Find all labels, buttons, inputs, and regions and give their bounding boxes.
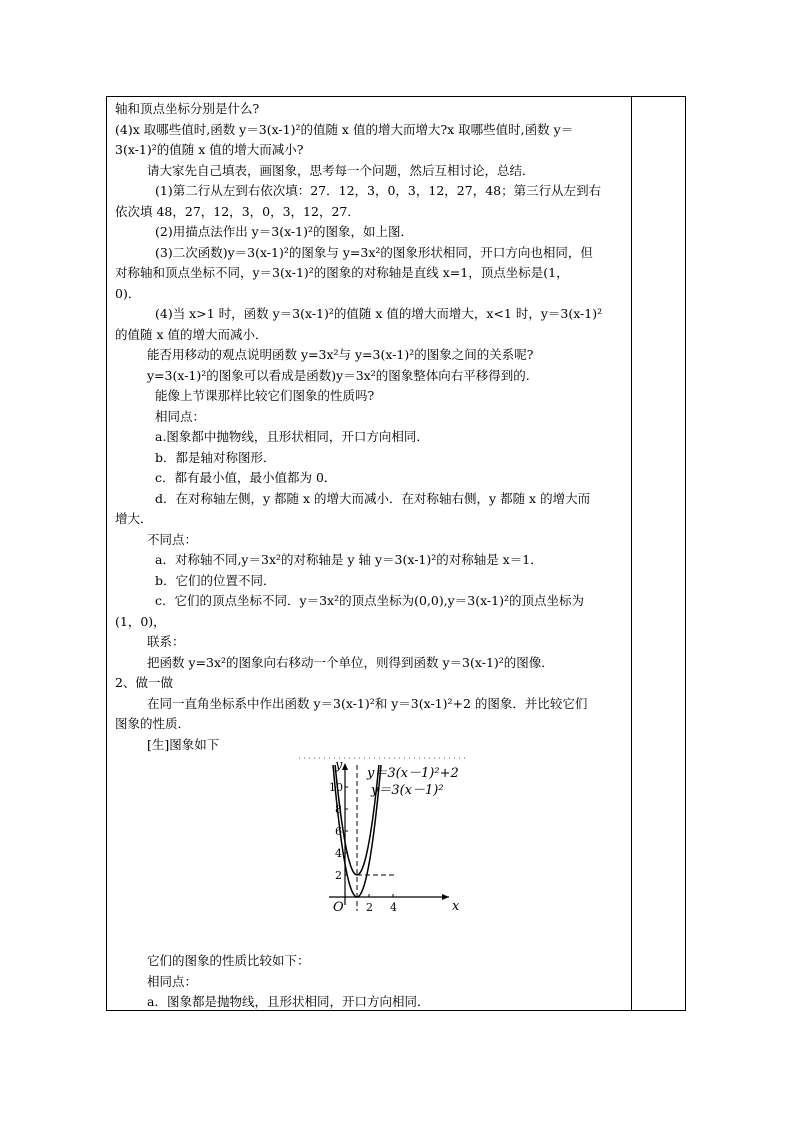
text-line: d．在对称轴左侧，y 都随 x 的增大而减小．在对称轴右侧，y 都随 x 的增大而	[155, 490, 591, 506]
text-line: 请大家先自己填表，画图象，思考每一个问题，然后互相讨论，总结．	[147, 162, 535, 178]
text-line: 对称轴和顶点坐标不同，y＝3(x-1)²的图象的对称轴是直线 x=1，顶点坐标是(1，	[115, 265, 569, 280]
text-line: 依次填 48，27，12，3，0，3，12，27．	[115, 203, 360, 219]
x-tick-label: 2	[366, 901, 373, 914]
curve-upper-label: y＝3(x－1)²+2	[367, 766, 459, 781]
y-tick-label: 8	[335, 803, 342, 816]
text-line: a．图象都是抛物线，且形状相同，开口方向相同．	[147, 994, 430, 1009]
y-tick-label: 2	[335, 869, 342, 882]
y-axis-label: y	[335, 758, 343, 773]
lesson-table	[106, 96, 686, 1011]
text-line: 它们的图象的性质比较如下：	[147, 953, 310, 968]
text-line: (2)用描点法作出 y＝3(x-1)²的图象，如上图．	[155, 224, 413, 239]
text-line: 的值随 x 值的增大而减小．	[115, 326, 268, 342]
x-axis-label: x	[452, 899, 460, 914]
x-axis-arrow	[442, 894, 449, 900]
text-line: (1)第二行从左到右依次填：27．12，3，0，3，12，27，48；第三行从左到右	[155, 183, 602, 198]
text-line: (3)二次函数)y＝3(x-1)²的图象与 y=3x²的图象形状相同，开口方向也相同，但	[155, 244, 593, 260]
text-line: a．对称轴不同,y＝3x²的对称轴是 y 轴 y＝3(x-1)²的对称轴是 x＝1．	[155, 552, 543, 567]
text-line: [生]图象如下	[147, 736, 220, 752]
text-line: 能否用移动的观点说明函数 y=3x²与 y=3(x-1)²的图象之间的关系呢?	[147, 347, 534, 362]
text-line: y=3(x-1)²的图象可以看成是函数)y＝3x²的图象整体向右平移得到的.	[147, 367, 530, 383]
origin-label: O	[333, 900, 344, 915]
text-line: 3(x-1)²的值随 x 值的增大而减小?	[115, 142, 304, 157]
text-line: 增大．	[115, 511, 153, 526]
text-line: 相同点：	[147, 973, 198, 989]
text-line: 把函数 y=3x²的图象向右移动一个单位，则得到函数 y＝3(x-1)²的图像．	[147, 654, 554, 670]
y-tick-label: 6	[335, 825, 342, 838]
text-line: 轴和顶点坐标分别是什么?	[115, 101, 260, 116]
y-tick-label: 4	[335, 847, 342, 860]
lesson-content	[115, 99, 627, 1013]
column-divider	[631, 97, 632, 1010]
x-tick-label: 4	[390, 901, 397, 914]
y-tick-label: 10	[329, 781, 343, 794]
text-line: 联系：	[147, 634, 185, 649]
parabola-graph	[299, 757, 469, 949]
section-heading: 2、做一做	[115, 675, 173, 690]
text-line: b．都是轴对称图形．	[155, 449, 276, 465]
text-line: 0)．	[115, 285, 141, 301]
text-line: 相同点：	[155, 408, 206, 424]
text-line: (1，0)，	[115, 613, 166, 629]
curve-lower-label: y＝3(x－1)²	[371, 783, 444, 798]
text-line: 图象的性质．	[115, 716, 191, 731]
text-line: 不同点：	[147, 531, 198, 547]
text-line: (4)x 取哪些值时,函数 y＝3(x-1)²的值随 x 值的增大而增大?x 取哪些值时,函数 y＝	[115, 121, 574, 137]
y-axis-arrow	[342, 763, 348, 770]
text-line: 能像上节课那样比较它们图象的性质吗?	[155, 388, 375, 403]
text-line: c．它们的顶点坐标不同．y＝3x²的顶点坐标为(0,0),y＝3(x-1)²的顶点坐标为	[155, 593, 584, 608]
parabola-figure	[115, 755, 627, 951]
text-line: c．都有最小值，最小值都为 0．	[155, 470, 337, 485]
text-line: b．它们的位置不同．	[155, 572, 276, 588]
text-line: (4)当 x>1 时，函数 y＝3(x-1)²的值随 x 值的增大而增大，x<1 时，y＝3(x-1)²	[155, 306, 603, 321]
text-line: 在同一直角坐标系中作出函数 y＝3(x-1)²和 y＝3(x-1)²+2 的图象．并比较它们	[147, 695, 588, 711]
text-line: a.图象都中抛物线，且形状相同，开口方向相同．	[155, 429, 429, 444]
